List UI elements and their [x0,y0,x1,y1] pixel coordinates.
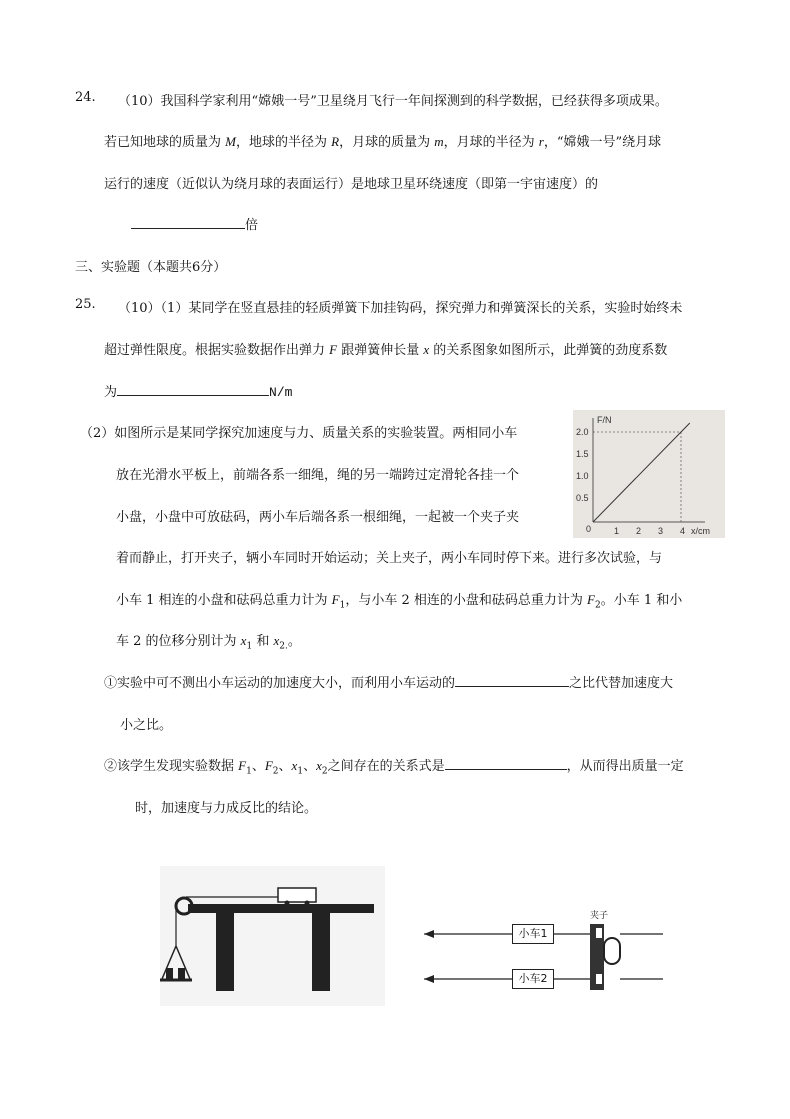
q25-sub1-line1: ①实验中可不测出小车运动的加速度大小，而利用小车运动的 之比代替加速度大 [104,672,673,691]
apparatus-side-view [160,866,385,1006]
q25-sub2-line1: ②该学生发现实验数据 $F_1$、$F_2$、$x_1$、$x_2$之间存在的关系式是 ，从而得出质量一定 [104,758,684,777]
x-tick-label: 3 [658,526,664,536]
cart [278,888,316,902]
table-pulley-svg [160,866,385,1006]
x-axis-label: x/cm [691,526,710,536]
q25-sub2-line2: 时，加速度与力成反比的结论。 [135,801,318,816]
data-line [593,423,690,522]
y-tick-label: 1.5 [576,449,589,459]
q25-number: 25. [75,297,96,312]
x-tick-label: 4 [680,526,686,536]
q25-part2-line1: （2）如图所示是某同学探究加速度与力、质量关系的实验装置。两相同小车 [80,426,518,441]
q24-line3: 运行的速度（近似认为绕月球的表面运行）是地球卫星环绕速度（即第一宇宙速度）的 [104,177,599,192]
y-axis-label: F/N [597,415,612,425]
weight-block [178,968,185,979]
arrow-icon [424,930,434,938]
cart1-label: 小车1 [512,924,554,944]
cart-wheel [285,901,290,906]
clip-label: 夹子 [590,911,609,921]
q25-part2-line4: 着而静止，打开夹子，辆小车同时开始运动；关上夹子，两小车同时停下来。进行多次试验，与 [116,551,663,566]
y-tick-label: 0.5 [576,493,589,503]
section-heading: 三、实验题（本题共6分） [75,260,227,275]
q24-line1: （10）我国科学家利用“嫦娥一号”卫星绕月飞行一年间探测到的科学数据，已经获得多项成果。 [118,94,668,109]
apparatus-top-view [420,902,665,1012]
top-view-svg [420,902,665,1012]
table-top [188,904,374,913]
spring-constant-blank[interactable] [117,382,269,396]
q25-part2-line6: 车 2 的位移分别计为 $x_1$ 和 $x_{2.}$。 [116,633,301,652]
q25-part2-line2: 放在光滑水平板上，前端各系一细绳，绳的另一端跨过定滑轮各挂一个 [116,468,520,483]
q25-part1-line2: 超过弹性限度。根据实验数据作出弹力 F 跟弹簧伸长量 x 的关系图象如图所示，此弹簧的劲度系数 [104,342,668,358]
graph-svg [573,410,725,538]
clip-jaw [596,974,602,984]
table-leg-left [216,913,234,991]
q24-answer-line: 倍 [131,214,258,233]
table-leg-right [312,913,330,991]
weight-block [166,968,173,979]
q25-part2-line3: 小盘，小盘中可放砝码，两小车后端各系一根细绳，一起被一个夹子夹 [116,510,520,525]
q25-sub1-line2: 小之比。 [120,718,173,733]
y-tick-label: 2.0 [576,427,589,437]
arrow-icon [424,975,434,983]
q24-answer-blank[interactable] [131,215,245,229]
x-tick-label: 2 [636,526,642,536]
y-tick-label: 1.0 [576,471,589,481]
cart2-label: 小车2 [512,969,554,989]
displacement-blank[interactable] [455,673,569,687]
q25-part2-line5: 小车 1 相连的小盘和砝码总重力计为 $F_1$，与小车 2 相连的小盘和砝码总重力计为 $F_2$。小车 1 和小 [116,592,683,611]
cart-wheel [305,901,310,906]
origin-label: 0 [586,524,592,534]
force-extension-graph [573,410,725,538]
q24-line2: 若已知地球的质量为 M，地球的半径为 R，月球的质量为 m，月球的半径为 r，“嫦娥一号”绕月球 [104,134,662,150]
q25-part1-line1: （10）（1）某同学在竖直悬挂的轻质弹簧下加挂钩码，探究弹力和弹簧深长的关系，实验时始终未 [118,301,683,316]
clip-jaw [596,928,602,938]
x-tick-label: 1 [614,526,620,536]
q25-part1-line3: 为 N/m [104,381,292,400]
relation-blank[interactable] [445,756,567,770]
q24-number: 24. [75,90,96,105]
clip-handle [604,938,620,964]
